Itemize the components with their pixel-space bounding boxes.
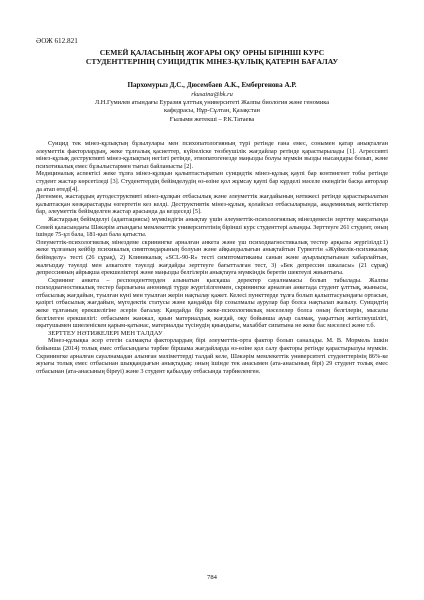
article-body [36, 140, 388, 375]
udc-code: ӘОЖ 612.821 [36, 37, 78, 45]
body-paragraph: Жастардың бейімделуі (адаптациясы) мүмкіндігін анықтау үшін әлеуметтік-психологиялық мінездемесін зерттеу мақсатында Семей қаласындағы Шәкәрім атындағы мемлекеттік университетінің бірінші курс студенттері алынды. Зерттеуге 261 студент, оның ішінде 75-ұл бала, 181-қыз бала қатысты. [36, 215, 388, 239]
article-title [36, 48, 388, 67]
body-paragraph: Дегенмен, жастардың аутодеструктивті мінез-құлқын отбасылық және әлеуметтік жағдайының нәтижесі ретінде қарастырылатын қалыптасқан көзқарастарды өзгертетін кез келді. Деструктивтік мінез-құлық, қолайсыз отбасыларында, академиялық жетістіктер бар, әлеуметтік бейімделген жастар арасында да кездеседі [5]. [36, 193, 388, 216]
body-paragraph: Скрининг анкета – респонденттерден алынатын қысқаша деректер сауалнамасы болып табылады. Жалпы психодиагностикалық тестер барлығына анонимді түрде жүргізілгенмен, скринингке арналған анкетада студент ұлттық, жынысы, отбасылық жағдайын, туылған күні мен туылған жерін нақтылау қажет. Келесі пункттерде тұлға болып қалыптасуындағы ортасын, қазіргі отбасылық жағдайын, мүгедектік статусы және қандайда бір созылмалы аурулар бар болса нақтылап жазылу. Суицидтің жеке тұлғаның ерекшелігіне әсерін бағалау. Қандайда бір жеке-психологиялық мәселелер болса оның белгілерін, мысалы белгілеген ерекшелігі: отбасымен жанжал, қиын материалдық жағдай, оқу бойынша ауыр салмақ, уақыттың жетіспеушілігі, оқытушымен шиеленіскен қарым-қатынас, материалды түсінудің қиындығы, махаббат сипатына не жеке бас мәселесі және т.б. [36, 276, 388, 330]
body-paragraph: Суицид тек мінез-құлықтың бұзылулары мен психопатологияның түрі ретінде ғана емес, сонымен қатар анықталған әлеуметтік факторлардың, жеке тұлғалық қасиеттер, күйзеліске төзбеушілік жағдайлар ретінде қарастырылады [1]. Агрессивті мінез-құлық деструктивті мінез-құлықтың негізгі ретінде, этиопатогенезде маңызды болуы мүмкін вызды нысандары болып, және психотикалық емес бұзылыстармен тығыз байланысты [2]. [36, 140, 388, 170]
body-paragraph: Мінез-құлықка әсер ететін салмақты факторлардың бірі әлеуметтік-орта фактор болып саналады. М. В. Мормель ішкін бойынша (2014) толық емес отбасындағы тәрбие біршама жағдайларда өз-өзіне қол салу факторы ретінде қарастырылуы мүмкін. Скринингке арналған сауалнамадан алынған мәліметтерді талдай келе, Шәкәрім мемлекеттік университеті студенттерінің 86%-ке жуығы толық емес отбасынан шыққандығын анықтадық: оның ішінде тек анасымен (ата-анасының бірі) 29 студент толық емес отбасынан (ата-анасының біреуі) және 3 студент қабылдау отбасында тәрбиеленген. [36, 337, 388, 375]
affiliation-line: Л.Н.Гумилев атындағы Еуразия ұлттық университеті Жалпы биология және геномика [94, 99, 330, 106]
author-email: rkusaina@bk.ru [191, 91, 233, 98]
body-paragraph: Медициналық аспектісі жеке тұлға мінез-құлқын қалыптастыратын суицидтік мінез-құлық қаупі бар контингент тобы ретінде студент жастар көрсетіледі [3]. Студенттердің бейімделудің өз-өзіне қол жұмсау қаупі бар кұрделі мәселе екендігін басқа авторлар да атап өтеді[4]. [36, 170, 388, 193]
affiliation-line: кафедрасы, Нұр-Сұлтан, Қазақстан [164, 107, 260, 115]
affiliation [40, 99, 384, 124]
title-line: СЕМЕЙ ҚАЛАСЫНЫҢ ЖОҒАРЫ ОҚУ ОРНЫ БІРІНШІ КУРС [99, 48, 325, 57]
section-heading: ЗЕРТТЕУ НӘТИЖЕЛЕРІ МЕН ТАЛДАУ [48, 329, 163, 337]
supervisor-line: Ғылыми жетекші – Р.К.Татаева [169, 115, 255, 123]
body-paragraph: Әлеуметтік-психологиялық мінездеме скринингке арналған анкета және үш психодиагностикалық тестер арқылы жүргізілді:1) жеке тұлғаның кейбір психикалық симптомдарының болуын және айқындылығын анықтайтын Гурвеггін «Жүйкелік-психикалық бейімделу» тесті (26 сұрақ), 2) Клиникалық «SCL-90-R» тесті симптоматиканы санын және ауырлықтығынан хабарлайтын, жалғыздау тәуелді мен алкаголге тәуелді жағдайды зерттеуге бағытталған тест, 3) «Бек депрессия шкаласы» (21 сұрақ) депрессияның айрықша ерекшеліктері және маңызды белгілерін анықтауға мүмкіндік беретін шектеулі жиынтығы. [36, 238, 388, 277]
title-line: СТУДЕНТТЕРІНІҢ СУИЦИДТІК МІНЕЗ-ҚҰЛЫҚ ҚАТЕРІН БАҒАЛАУ [85, 57, 339, 67]
authors: Пархомурыз Д.С., Дюсембаев А.К., Ембергенова А.Р. [127, 81, 297, 89]
page-number: 784 [207, 574, 217, 581]
